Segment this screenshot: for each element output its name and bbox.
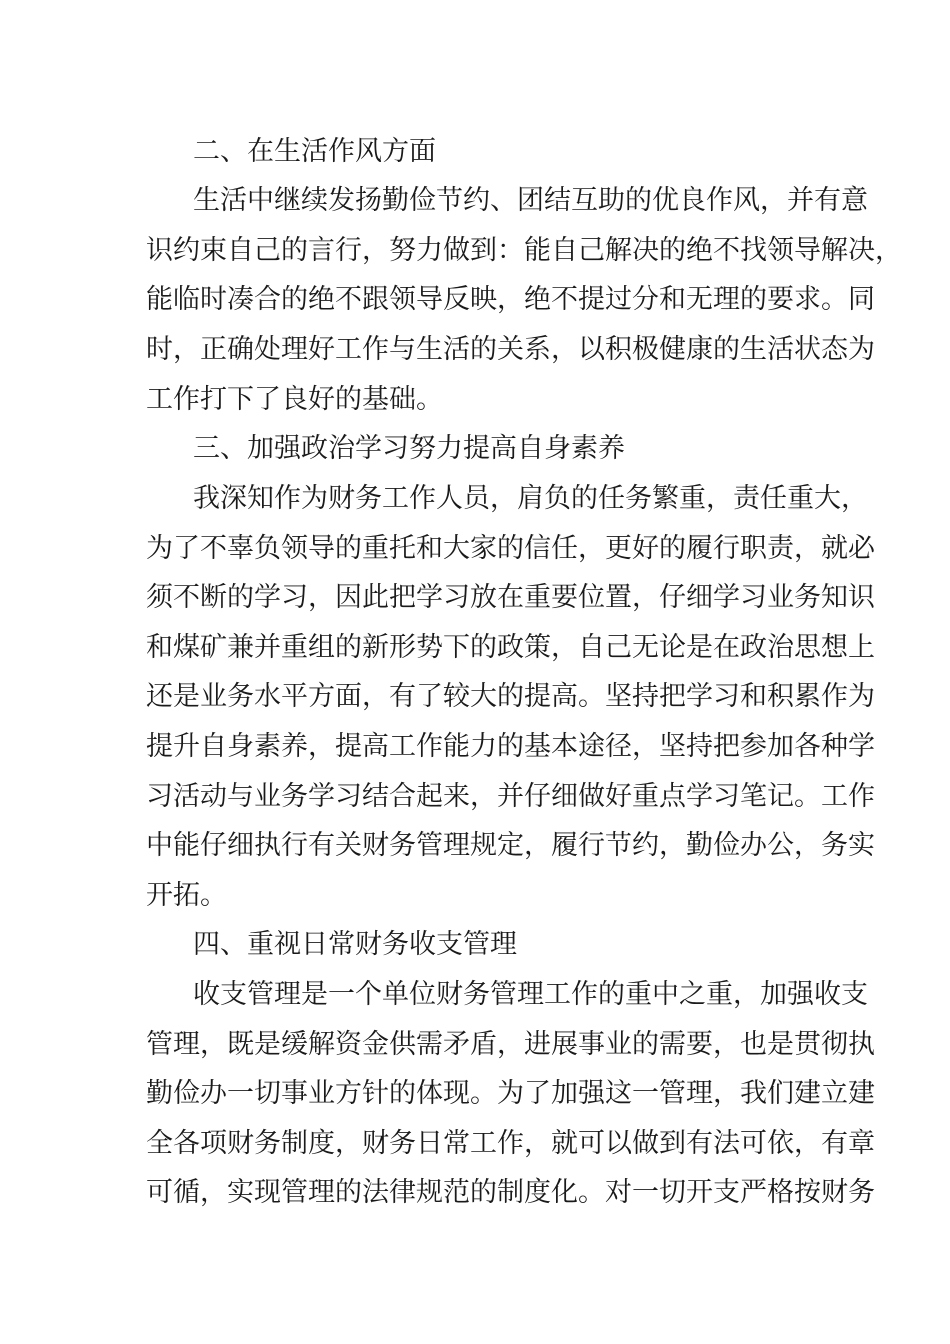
paragraph-line: 生活中继续发扬勤俭节约、团结互助的优良作风，并有意 bbox=[193, 185, 868, 216]
paragraph-line: 还是业务水平方面，有了较大的提高。坚持把学习和积累作为 bbox=[146, 681, 875, 712]
paragraph-line: 全各项财务制度，财务日常工作，就可以做到有法可依，有章 bbox=[146, 1128, 875, 1159]
paragraph-line: 能临时凑合的绝不跟领导反映，绝不提过分和无理的要求。同 bbox=[146, 284, 875, 315]
paragraph-line: 可循，实现管理的法律规范的制度化。对一切开支严格按财务 bbox=[146, 1177, 875, 1208]
paragraph-line: 收支管理是一个单位财务管理工作的重中之重，加强收支 bbox=[193, 979, 868, 1010]
paragraph-line: 勤俭办一切事业方针的体现。为了加强这一管理，我们建立建 bbox=[146, 1078, 875, 1109]
paragraph-line: 和煤矿兼并重组的新形势下的政策，自己无论是在政治思想上 bbox=[146, 632, 875, 663]
paragraph-line: 开拓。 bbox=[146, 880, 227, 911]
paragraph-line: 管理，既是缓解资金供需矛盾，进展事业的需要，也是贯彻执 bbox=[146, 1029, 875, 1060]
paragraph-line: 习活动与业务学习结合起来，并仔细做好重点学习笔记。工作 bbox=[146, 781, 875, 812]
section-heading-lifestyle: 二、在生活作风方面 bbox=[193, 136, 436, 167]
section-heading-political-study: 三、加强政治学习努力提高自身素养 bbox=[193, 433, 625, 464]
paragraph-line: 须不断的学习，因此把学习放在重要位置，仔细学习业务知识 bbox=[146, 582, 875, 613]
paragraph-line: 提升自身素养，提高工作能力的基本途径，坚持把参加各种学 bbox=[146, 731, 875, 762]
paragraph-line: 我深知作为财务工作人员，肩负的任务繁重，责任重大， bbox=[193, 483, 868, 514]
paragraph-line: 中能仔细执行有关财务管理规定，履行节约，勤俭办公，务实 bbox=[146, 830, 875, 861]
paragraph-line: 识约束自己的言行，努力做到：能自己解决的绝不找领导解决， bbox=[146, 235, 902, 266]
paragraph-line: 工作打下了良好的基础。 bbox=[146, 384, 443, 415]
paragraph-line: 时，正确处理好工作与生活的关系，以积极健康的生活状态为 bbox=[146, 334, 875, 365]
section-heading-finance-management: 四、重视日常财务收支管理 bbox=[193, 929, 517, 960]
paragraph-line: 为了不辜负领导的重托和大家的信任，更好的履行职责，就必 bbox=[146, 533, 875, 564]
